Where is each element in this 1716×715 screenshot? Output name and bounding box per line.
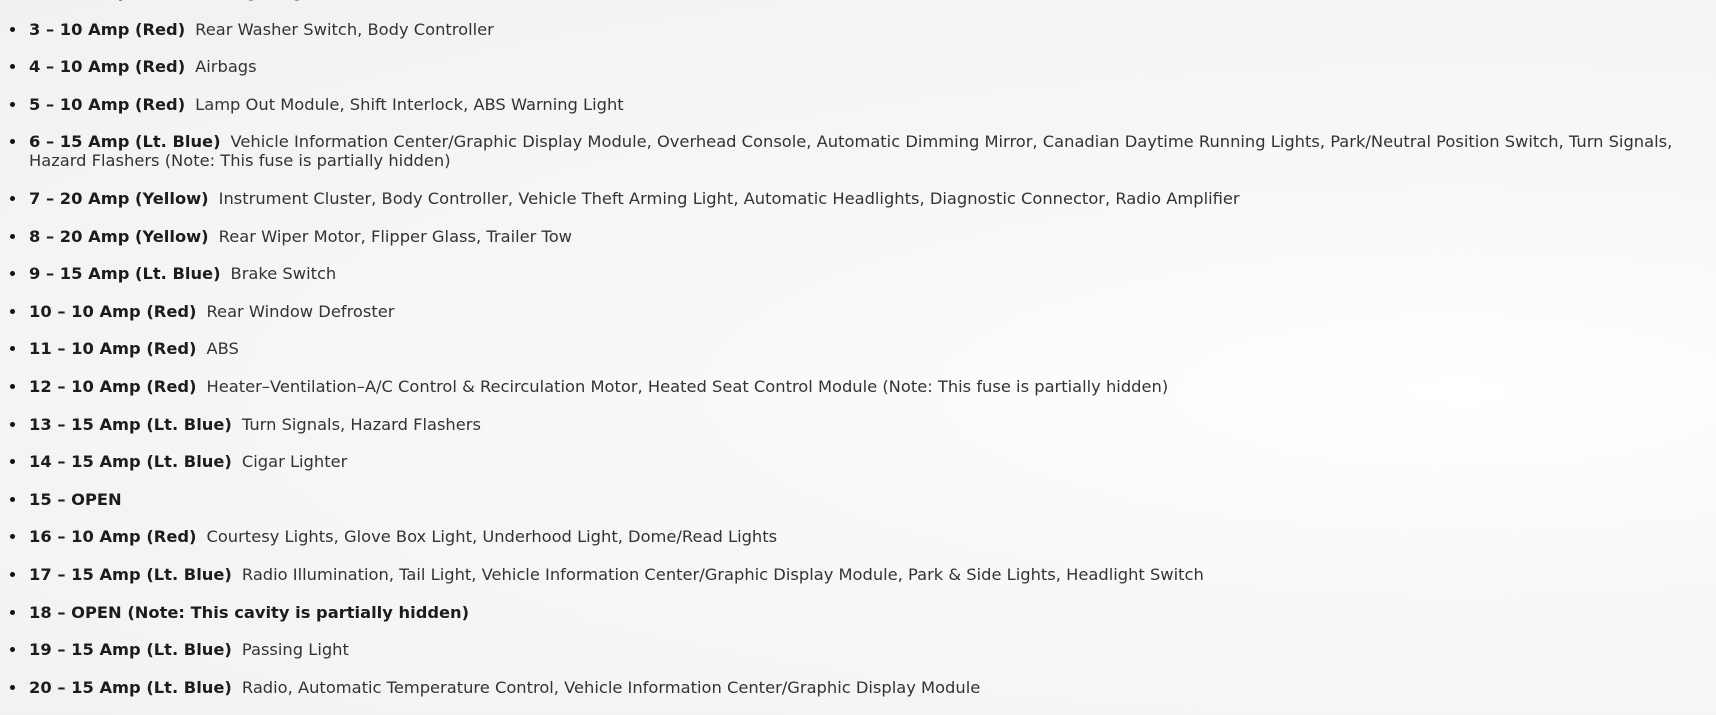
fuse-description: Cigar Lighter: [241, 452, 348, 472]
fuse-label: 19 – 15 Amp (Lt. Blue): [29, 640, 232, 660]
fuse-description: Rear Wiper Motor, Flipper Glass, Trailer Tow: [218, 226, 572, 246]
list-item: [0, 20, 1700, 39]
fuse-description: ABS: [206, 339, 239, 359]
fuse-description: Lamp Out Module, Shift Interlock, ABS Warning Light: [195, 94, 624, 114]
list-item: [0, 227, 1700, 246]
fuse-description: Courtesy Lights, Glove Box Light, Underhood Light, Dome/Read Lights: [206, 527, 778, 547]
fuse-description: [231, 0, 336, 1]
fuse-label: 8 – 20 Amp (Yellow): [29, 226, 209, 246]
fuse-label: 15 – OPEN: [29, 489, 122, 509]
list-item: [0, 339, 1700, 358]
fuse-description: Airbags: [195, 57, 257, 77]
list-item: [0, 678, 1700, 697]
fuse-label: 16 – 10 Amp (Red): [29, 527, 197, 547]
fuse-label: [29, 0, 221, 1]
fuse-description: Brake Switch: [230, 264, 337, 284]
fuse-label: 18 – OPEN (Note: This cavity is partially hidden): [29, 602, 470, 622]
list-item: [0, 640, 1700, 659]
list-item: [0, 565, 1700, 584]
list-item: [0, 490, 1700, 509]
list-item: [0, 527, 1700, 546]
list-item: [0, 132, 1700, 170]
fuse-label: 5 – 10 Amp (Red): [29, 94, 186, 114]
fuse-label: 10 – 10 Amp (Red): [29, 301, 197, 321]
fuse-label: 11 – 10 Amp (Red): [29, 339, 197, 359]
fuse-label: 17 – 15 Amp (Lt. Blue): [29, 564, 232, 584]
fuse-description: Rear Washer Switch, Body Controller: [195, 19, 494, 39]
list-item: [0, 189, 1700, 208]
list-item: [0, 95, 1700, 114]
fuse-label: 14 – 15 Amp (Lt. Blue): [29, 452, 232, 472]
fuse-label: 12 – 10 Amp (Red): [29, 376, 197, 396]
fuse-description: Vehicle Information Center/Graphic Display Module, Overhead Console, Automatic Dimming Mirror, Canadian Daytime Running Lights, Park/Neutral Position Switch, Turn Signals, Hazard Flashers (Note: This fuse is partially hidden): [29, 132, 1673, 171]
list-item: [0, 415, 1700, 434]
fuse-label: 4 – 10 Amp (Red): [29, 57, 186, 77]
fuse-description: Instrument Cluster, Body Controller, Vehicle Theft Arming Light, Automatic Headlights, Diagnostic Connector, Radio Amplifier: [218, 188, 1240, 208]
fuse-label: 7 – 20 Amp (Yellow): [29, 188, 209, 208]
fuse-description: Rear Window Defroster: [206, 301, 395, 321]
fuse-description: Radio, Automatic Temperature Control, Vehicle Information Center/Graphic Display Module: [241, 677, 981, 697]
list-item: [0, 264, 1700, 283]
list-item: [0, 302, 1700, 321]
fuse-description: Radio Illumination, Tail Light, Vehicle Information Center/Graphic Display Module, Park & Side Lights, Headlight Switch: [241, 564, 1204, 584]
fuse-label: 3 – 10 Amp (Red): [29, 19, 186, 39]
list-item: [0, 57, 1700, 76]
fuse-description: Turn Signals, Hazard Flashers: [241, 414, 481, 434]
list-item: [0, 377, 1700, 396]
fuse-description: Passing Light: [241, 640, 349, 660]
fuse-description: Heater–Ventilation–A/C Control & Recirculation Motor, Heated Seat Control Module (Note: This fuse is partially hidden): [206, 376, 1169, 396]
fuse-label: 13 – 15 Amp (Lt. Blue): [29, 414, 232, 434]
fuse-label: 9 – 15 Amp (Lt. Blue): [29, 264, 221, 284]
list-item: [0, 452, 1700, 471]
list-item: [0, 603, 1700, 622]
list-item: [0, 0, 1700, 1]
fuse-label: 20 – 15 Amp (Lt. Blue): [29, 677, 232, 697]
fuse-label: 6 – 15 Amp (Lt. Blue): [29, 132, 221, 152]
